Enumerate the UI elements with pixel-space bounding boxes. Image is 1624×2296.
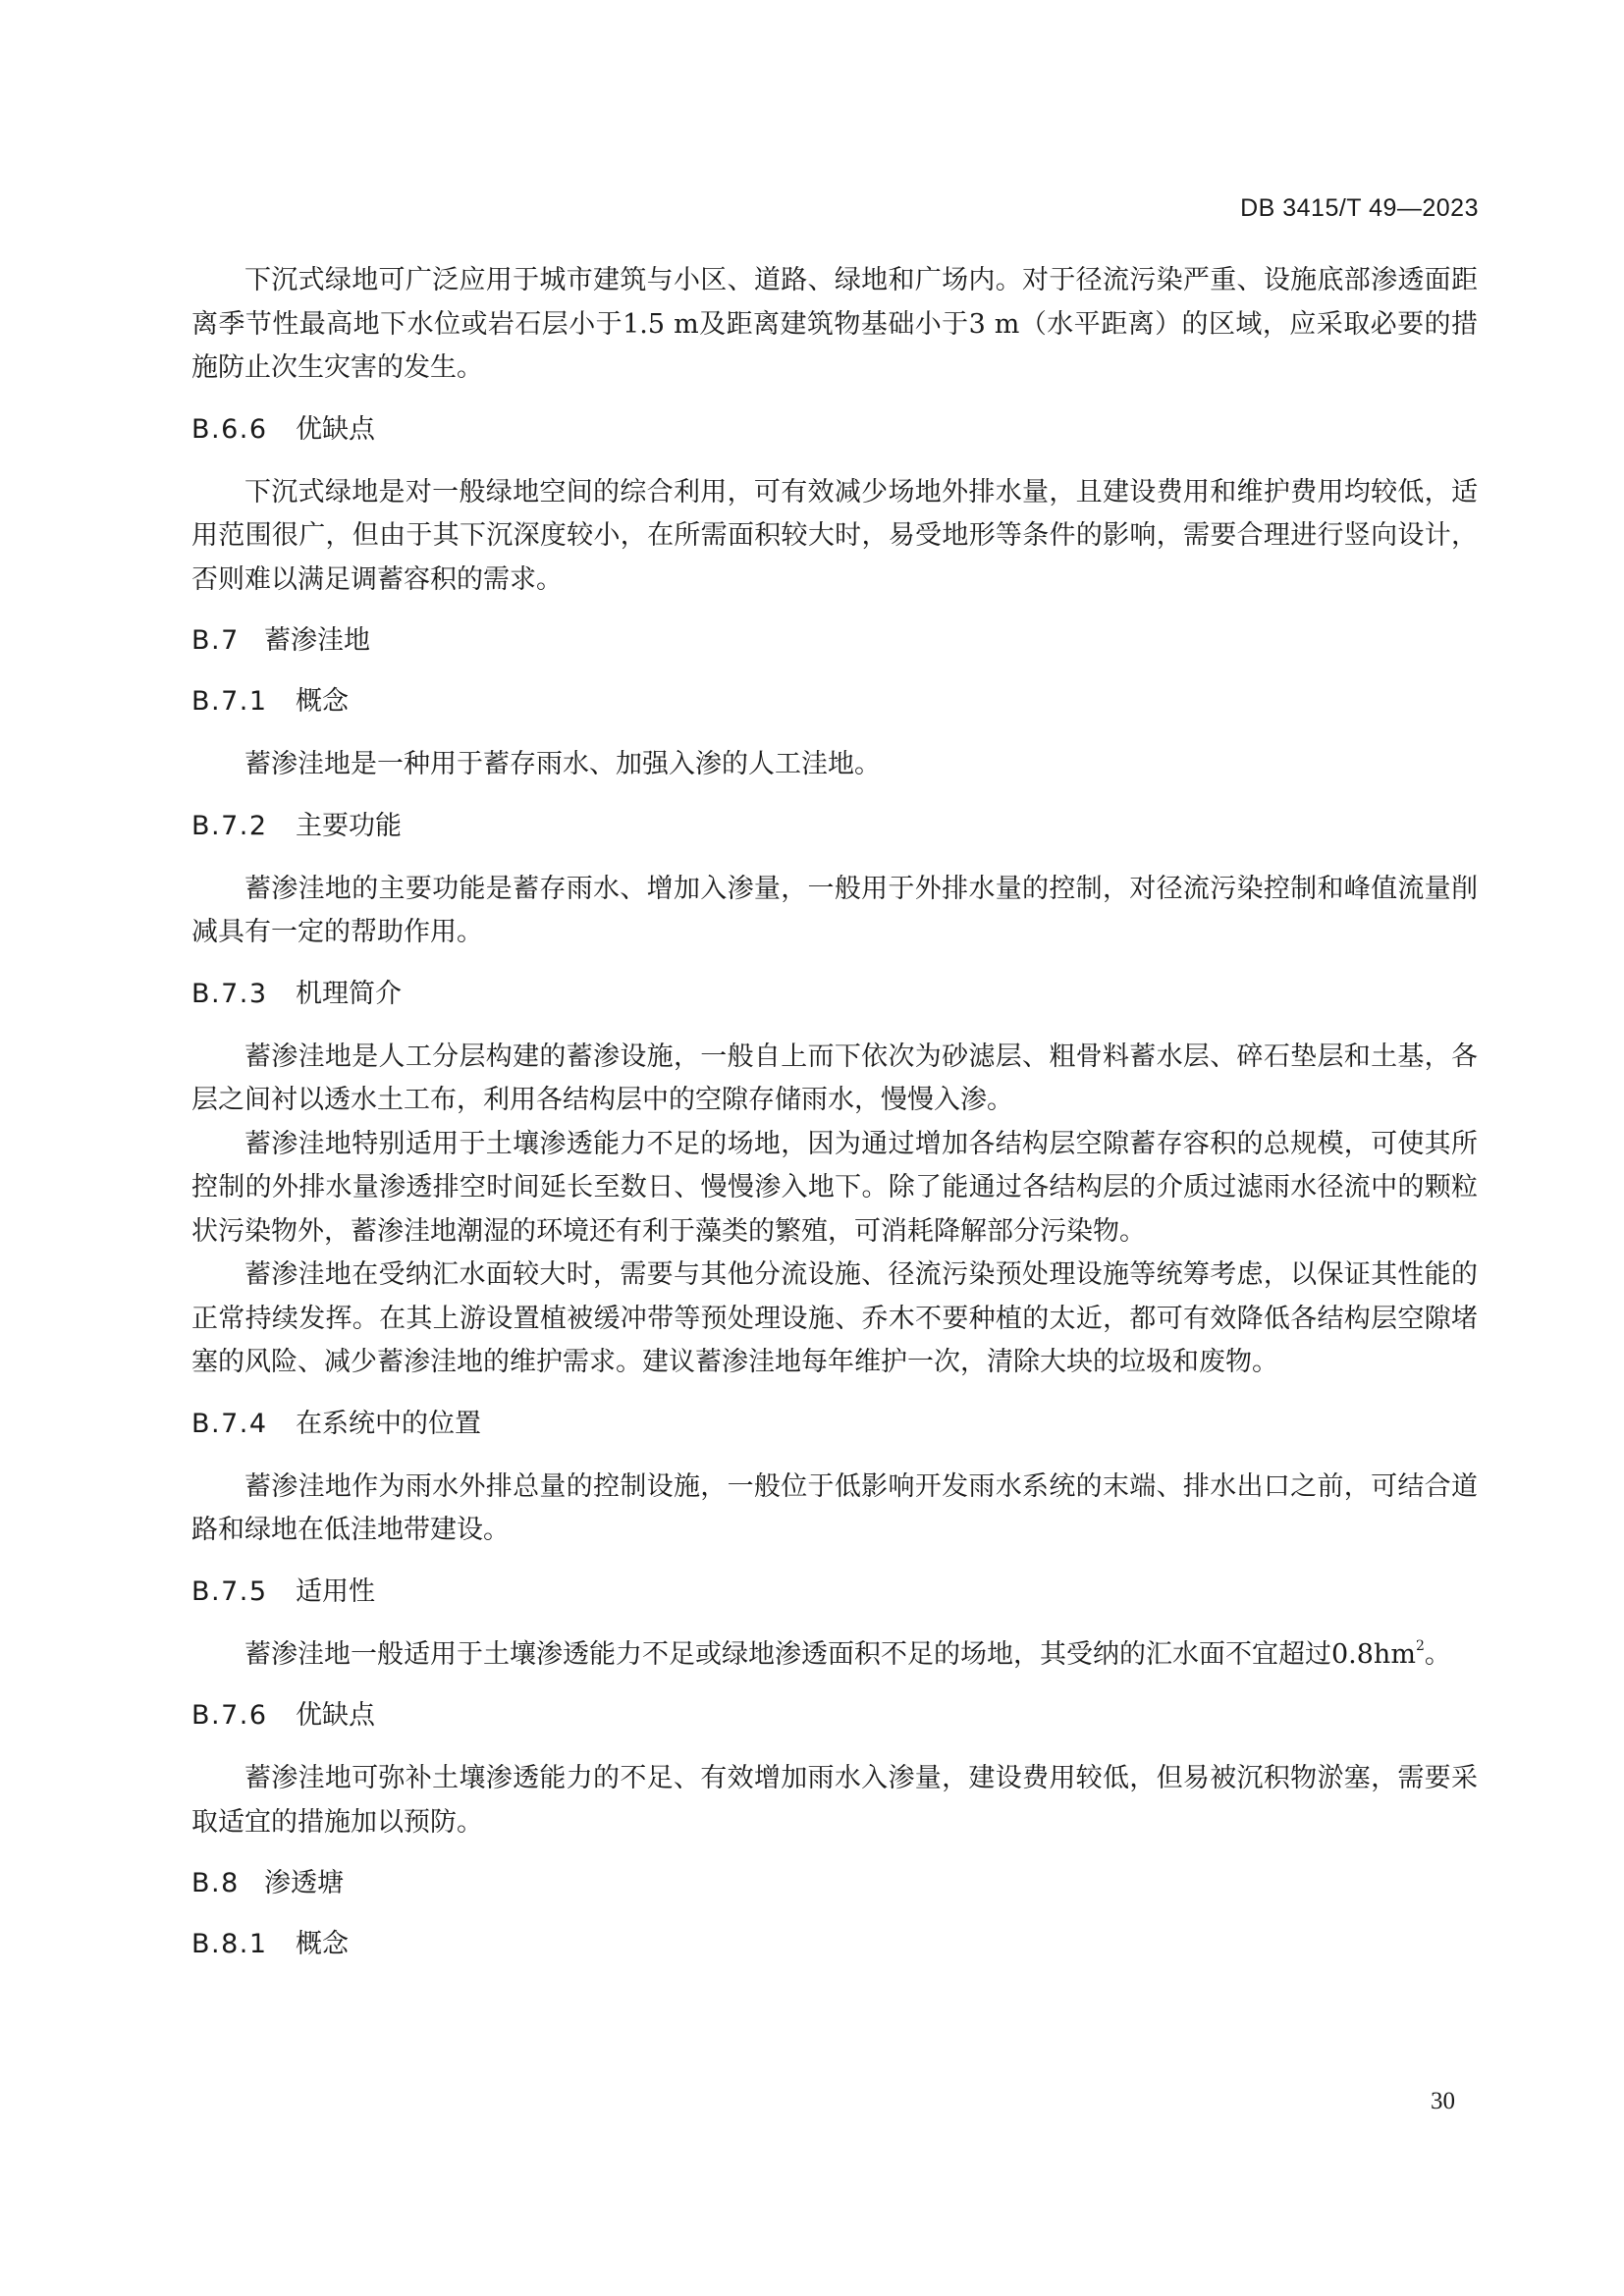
section-number: B.8 — [191, 1868, 240, 1898]
section-number: B.7.3 — [191, 978, 268, 1009]
paragraph — [191, 1633, 1478, 1678]
section-heading-b75 — [191, 1573, 1478, 1612]
section-heading-b8 — [191, 1864, 1478, 1903]
paragraph-end: 。 — [1424, 1638, 1451, 1670]
document-code: DB 3415/T 49—2023 — [1240, 194, 1479, 222]
section-number: B.7.1 — [191, 686, 268, 717]
section-heading-b71 — [191, 682, 1478, 721]
section-heading-b66 — [191, 410, 1478, 450]
section-number: B.7.4 — [191, 1408, 268, 1439]
section-title: 适用性 — [296, 1575, 375, 1607]
paragraph: 蓄渗洼地作为雨水外排总量的控制设施，一般位于低影响开发雨水系统的末端、排水出口之前，可结合道路和绿地在低洼地带建设。 — [191, 1470, 1478, 1545]
section-title: 蓄渗洼地 — [264, 625, 370, 656]
section-heading-b7 — [191, 621, 1478, 661]
paragraph: 蓄渗洼地是一种用于蓄存雨水、加强入渗的人工洼地。 — [244, 749, 881, 779]
section-title: 优缺点 — [296, 1700, 375, 1731]
section-number: B.7.5 — [191, 1575, 268, 1607]
paragraph: 蓄渗洼地可弥补土壤渗透能力的不足、有效增加雨水入渗量，建设费用较低，但易被沉积物淤塞，需要采取适宜的措施加以预防。 — [191, 1763, 1478, 1838]
section-number: B.7.2 — [191, 810, 268, 841]
section-heading-b74 — [191, 1405, 1478, 1444]
section-heading-b76 — [191, 1696, 1478, 1735]
page-body — [191, 259, 1478, 1986]
section-title: 概念 — [296, 1929, 349, 1959]
section-heading-b73 — [191, 975, 1478, 1014]
section-number: B.7.6 — [191, 1700, 268, 1731]
section-title: 概念 — [296, 686, 349, 717]
section-heading-b72 — [191, 807, 1478, 846]
section-number: B.6.6 — [191, 413, 268, 445]
paragraph: 蓄渗洼地特别适用于土壤渗透能力不足的场地，因为通过增加各结构层空隙蓄存容积的总规模，可使其所控制的外排水量渗透排空时间延长至数日、慢慢渗入地下。除了能通过各结构层的介质过滤雨水径流中的颗粒状污染物外，蓄渗洼地潮湿的环境还有利于藻类的繁殖，可消耗降解部分污染物。 — [191, 1128, 1478, 1247]
paragraph: 蓄渗洼地是人工分层构建的蓄渗设施，一般自上而下依次为砂滤层、粗骨料蓄水层、碎石垫层和土基，各层之间衬以透水土工布，利用各结构层中的空隙存储雨水，慢慢入渗。 — [191, 1041, 1478, 1115]
paragraph: 蓄渗洼地在受纳汇水面较大时，需要与其他分流设施、径流污染预处理设施等统筹考虑，以保证其性能的正常持续发挥。在其上游设置植被缓冲带等预处理设施、乔木不要种植的太近，都可有效降低各结构层空隙堵塞的风险、减少蓄渗洼地的维护需求。建议蓄渗洼地每年维护一次，清除大块的垃圾和废物。 — [191, 1259, 1478, 1377]
superscript: 2 — [1415, 1637, 1425, 1654]
section-number: B.8.1 — [191, 1929, 268, 1959]
section-title: 优缺点 — [296, 413, 375, 445]
paragraph: 下沉式绿地可广泛应用于城市建筑与小区、道路、绿地和广场内。对于径流污染严重、设施底部渗透面距离季节性最高地下水位或岩石层小于1.5 m及距离建筑物基础小于3 m（水平距离）的区域，应采取必要的措施防止次生灾害的发生。 — [191, 265, 1478, 383]
section-title: 在系统中的位置 — [296, 1408, 481, 1439]
paragraph: 下沉式绿地是对一般绿地空间的综合利用，可有效减少场地外排水量，且建设费用和维护费用均较低，适用范围很广，但由于其下沉深度较小，在所需面积较大时，易受地形等条件的影响，需要合理进行竖向设计，否则难以满足调蓄容积的需求。 — [191, 476, 1478, 595]
paragraph: 蓄渗洼地的主要功能是蓄存雨水、增加入渗量，一般用于外排水量的控制，对径流污染控制和峰值流量削减具有一定的帮助作用。 — [191, 873, 1478, 947]
section-title: 渗透塘 — [264, 1868, 344, 1898]
page-number: 30 — [1431, 2088, 1455, 2114]
section-heading-b81 — [191, 1925, 1478, 1964]
section-title: 主要功能 — [296, 810, 402, 841]
section-number: B.7 — [191, 625, 240, 656]
paragraph-text: 蓄渗洼地一般适用于土壤渗透能力不足或绿地渗透面积不足的场地，其受纳的汇水面不宜超过0.8hm — [244, 1638, 1416, 1670]
section-title: 机理简介 — [296, 978, 402, 1009]
